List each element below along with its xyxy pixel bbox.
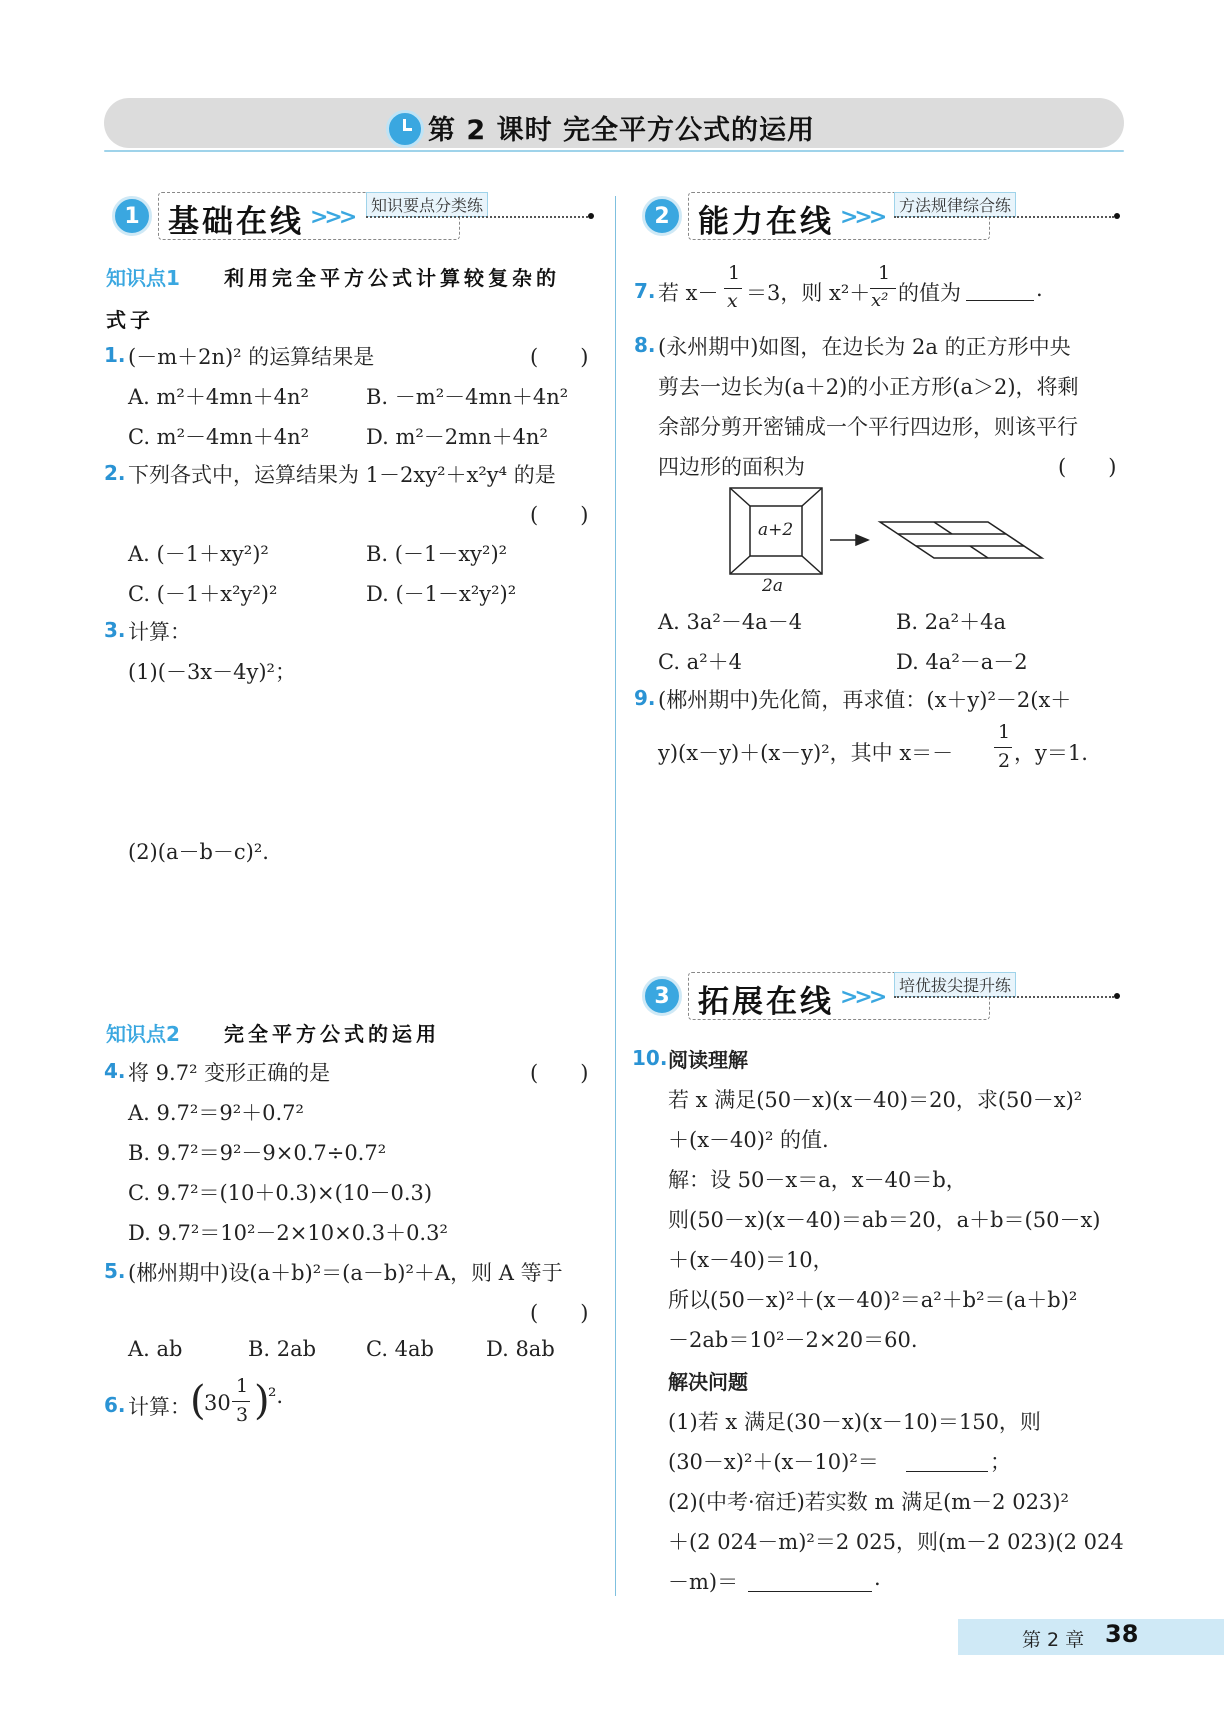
- arrows-icon: >>>: [840, 984, 884, 1010]
- answer-blank[interactable]: [906, 1471, 988, 1472]
- sub-question-1-cont: (30－x)²＋(x－10)²＝: [668, 1450, 879, 1474]
- question-text-post: 的值为: [898, 281, 961, 305]
- knowledge-point-label: 知识点2: [106, 1022, 180, 1046]
- option-b: B. －m²－4mn＋4n²: [366, 385, 569, 409]
- option-d: D. 9.7²＝10²－2×10×0.3＋0.3²: [128, 1221, 448, 1245]
- question-line: y)(x－y)＋(x－y)²，其中 x＝－: [658, 741, 954, 765]
- question-line: (永州期中)如图，在边长为 2a 的正方形中央: [658, 335, 1071, 359]
- page-number: 38: [1105, 1620, 1139, 1648]
- dotted-rule: [366, 216, 588, 218]
- question-number: 2.: [104, 461, 126, 485]
- sub-question-2-cont: ＋(2 024－m)²＝2 025，则(m－2 023)(2 024: [668, 1530, 1124, 1554]
- answer-blank[interactable]: [748, 1591, 872, 1592]
- answer-blank[interactable]: [966, 300, 1034, 301]
- question-number: 7.: [634, 279, 656, 303]
- question-line: (郴州期中)先化简，再求值：(x＋y)²－2(x＋: [658, 688, 1072, 712]
- section-head-1: [104, 192, 594, 252]
- option-d: D. 4a²－a－2: [896, 650, 1028, 674]
- section-head-2: [634, 192, 1124, 252]
- fraction-denominator: x: [727, 290, 738, 312]
- arrows-icon: >>>: [310, 204, 354, 230]
- clock-icon: [386, 110, 424, 148]
- reading-line: －2ab＝10²－2×20＝60.: [668, 1328, 918, 1352]
- answer-paren: ( ): [530, 1301, 589, 1325]
- dotted-rule: [894, 216, 1114, 218]
- question-stem: 将 9.7² 变形正确的是: [128, 1061, 331, 1085]
- knowledge-point-title: 利用完全平方公式计算较复杂的: [224, 266, 560, 290]
- option-d: D. m²－2mn＋4n²: [366, 425, 548, 449]
- fraction-bar: [724, 288, 742, 289]
- fraction-numerator: 1: [728, 262, 741, 284]
- arrows-icon: >>>: [840, 204, 884, 230]
- question-line: 剪去一边长为(a＋2)的小正方形(a＞2)，将剩: [658, 375, 1079, 399]
- dotted-rule: [894, 996, 1114, 998]
- reading-title: 阅读理解: [668, 1048, 748, 1072]
- option-a: A. (－1＋xy²)²: [128, 542, 269, 566]
- question-stem: (郴州期中)设(a＋b)²＝(a－b)²＋A，则 A 等于: [128, 1261, 563, 1285]
- column-divider: [615, 196, 616, 1596]
- option-d: D. (－1－x²y²)²: [366, 582, 517, 606]
- answer-paren: ( ): [530, 345, 589, 369]
- question-text-pre: 若 x－: [658, 281, 719, 305]
- parallelogram: [880, 522, 1042, 558]
- section-title: 拓展在线: [698, 984, 834, 1020]
- fraction-numerator: 1: [878, 262, 891, 284]
- question-end: .: [1036, 277, 1043, 301]
- rule-end-dot: [588, 213, 594, 219]
- question-number: 9.: [634, 686, 656, 710]
- section-number-badge: 3: [642, 976, 682, 1016]
- answer-paren: ( ): [530, 1061, 589, 1085]
- arrow-head: [856, 535, 868, 545]
- option-b: B. 2a²＋4a: [896, 610, 1006, 634]
- solve-title: 解决问题: [668, 1370, 748, 1394]
- option-b: B. 2ab: [248, 1337, 317, 1361]
- option-d: D. 8ab: [486, 1337, 555, 1361]
- knowledge-point-title: 完全平方公式的运用: [224, 1022, 440, 1046]
- question-stem: 下列各式中，运算结果为 1－2xy²＋x²y⁴ 的是: [128, 463, 556, 487]
- reading-line: 则(50－x)(x－40)＝ab＝20，a＋b＝(50－x): [668, 1208, 1101, 1232]
- question-number: 6.: [104, 1393, 126, 1417]
- section-head-3: [634, 972, 1124, 1032]
- sub-question-2-end: .: [874, 1566, 881, 1590]
- sub-question-1-end: ；: [990, 1450, 1011, 1474]
- question-stem: 计算：: [128, 620, 191, 644]
- section-tag: 方法规律综合练: [894, 192, 1016, 217]
- sub-question-2-cont: －m)＝: [668, 1570, 739, 1594]
- fraction-bar: [870, 288, 896, 289]
- rule-end-dot: [1114, 993, 1120, 999]
- reading-line: ＋(x－40)＝10，: [668, 1248, 834, 1272]
- section-title: 能力在线: [698, 204, 834, 240]
- answer-paren: ( ): [1058, 455, 1117, 479]
- section-number-badge: 2: [642, 196, 682, 236]
- chapter-label: 第 2 章: [1022, 1629, 1085, 1651]
- question-text-mid: ＝3，则 x²＋: [746, 281, 871, 305]
- sub-question-1: (1)若 x 满足(30－x)(x－10)＝150，则: [668, 1410, 1041, 1434]
- section-number-badge: 1: [112, 196, 152, 236]
- left-paren: (: [190, 1378, 206, 1424]
- option-c: C. 4ab: [366, 1337, 434, 1361]
- question-line: 四边形的面积为: [658, 455, 805, 479]
- question-number: 10.: [632, 1046, 668, 1070]
- question-number: 8.: [634, 333, 656, 357]
- question-number: 3.: [104, 618, 126, 642]
- reading-line: 若 x 满足(50－x)(x－40)＝20，求(50－x)²: [668, 1088, 1083, 1112]
- reading-line: 解：设 50－x＝a，x－40＝b，: [668, 1168, 967, 1192]
- fraction-denominator: 3: [236, 1404, 249, 1426]
- option-b: B. 9.7²＝9²－9×0.7÷0.7²: [128, 1141, 387, 1165]
- fraction-denominator: x²: [871, 290, 889, 311]
- option-a: A. m²＋4mn＋4n²: [128, 385, 309, 409]
- option-b: B. (－1－xy²)²: [366, 542, 508, 566]
- sub-question-1: (1)(－3x－4y)²；: [128, 660, 296, 684]
- option-c: C. (－1＋x²y²)²: [128, 582, 278, 606]
- fraction-bar: [994, 747, 1012, 748]
- exponent-tail: ².: [268, 1384, 284, 1408]
- fraction-denominator: 2: [998, 750, 1011, 772]
- header-underline: [104, 150, 1124, 152]
- question-number: 4.: [104, 1059, 126, 1083]
- section-tag: 知识要点分类练: [366, 192, 488, 217]
- lesson-title: 第 2 课时 完全平方公式的运用: [428, 115, 815, 146]
- reading-line: 所以(50－x)²＋(x－40)²＝a²＋b²＝(a＋b)²: [668, 1288, 1078, 1312]
- figure-inner-label: a+2: [758, 520, 794, 540]
- question-number: 5.: [104, 1259, 126, 1283]
- reading-line: ＋(x－40)² 的值.: [668, 1128, 829, 1152]
- question-stem: 计算：: [128, 1395, 191, 1419]
- section-title: 基础在线: [168, 204, 304, 240]
- fraction-numerator: 1: [998, 721, 1011, 743]
- option-c: C. 9.7²＝(10＋0.3)×(10－0.3): [128, 1181, 433, 1205]
- sub-question-2: (2)(中考·宿迁)若实数 m 满足(m－2 023)²: [668, 1490, 1069, 1514]
- rule-end-dot: [1114, 213, 1120, 219]
- question-line: 余部分剪开密铺成一个平行四边形，则该平行: [658, 415, 1078, 439]
- knowledge-point-label: 知识点1: [106, 266, 180, 290]
- fraction-numerator: 1: [236, 1375, 249, 1397]
- right-paren: ): [254, 1378, 270, 1424]
- question-line-end: ，y＝1.: [1014, 741, 1088, 765]
- section-tag: 培优拔尖提升练: [894, 972, 1016, 997]
- knowledge-point-title-cont: 式子: [106, 308, 154, 332]
- sub-question-2: (2)(a－b－c)².: [128, 840, 269, 864]
- footer-band: [958, 1619, 1224, 1655]
- option-a: A. 3a²－4a－4: [658, 610, 803, 634]
- answer-paren: ( ): [530, 503, 589, 527]
- figure-outer-label: 2a: [762, 576, 783, 596]
- option-c: C. a²＋4: [658, 650, 742, 674]
- question-stem: (－m＋2n)² 的运算结果是: [128, 345, 375, 369]
- question-number: 1.: [104, 343, 126, 367]
- option-a: A. 9.7²＝9²＋0.7²: [128, 1101, 304, 1125]
- fraction-bar: [232, 1401, 250, 1402]
- mixed-number-whole: 30: [204, 1391, 231, 1415]
- option-c: C. m²－4mn＋4n²: [128, 425, 310, 449]
- option-a: A. ab: [128, 1337, 183, 1361]
